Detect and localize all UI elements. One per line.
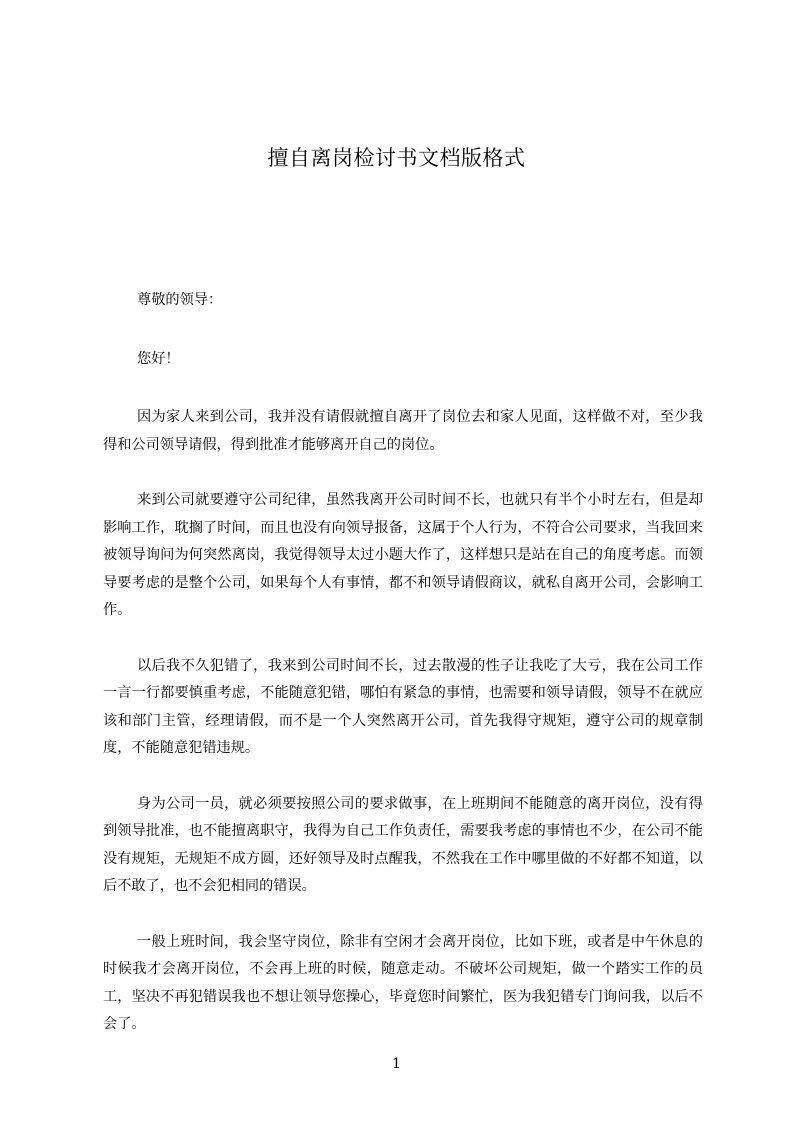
page-number: 1 — [392, 1056, 401, 1072]
greeting: 您好！ — [137, 350, 180, 367]
paragraph-5: 一般上班时间，我会坚守岗位，除非有空闲才会离开岗位，比如下班，或者是中午休息的时候我才会离开岗位，不会再上班的时候，随意走动。不破坏公司规矩，做一个踏实工作的员工，坚决不再犯错误我也不想让领导您操心，毕竟您时间繁忙，医为我犯错专门询问我，以后不会了。 — [103, 933, 703, 1032]
salutation: 尊敬的领导： — [137, 292, 223, 308]
document-body — [103, 287, 703, 1067]
paragraph-2: 来到公司就要遵守公司纪律，虽然我离开公司时间不长，也就只有半个小时左右，但是却影响工作，耽搁了时间，而且也没有向领导报备，这属于个人行为，不符合公司要求，当我回来被领导询问为何突然离岗，我觉得领导太过小题大作了，这样想只是站在自己的角度考虑。而领导要考虑的是整个公司，如果每个人有事情，都不和领导请假商议，就私自离开公司，会影响工作。 — [103, 492, 703, 618]
paragraph-3: 以后我不久犯错了，我来到公司时间不长，过去散漫的性子让我吃了大亏，我在公司工作一言一行都要慎重考虑，不能随意犯错，哪怕有紧急的事情，也需要和领导请假，领导不在就应该和部门主管，经理请假，而不是一个人突然离开公司，首先我得守规矩，遵守公司的规章制度，不能随意犯错违规。 — [103, 657, 703, 756]
document-title: 擅自离岗检讨书文档版格式 — [267, 146, 526, 170]
paragraph-4: 身为公司一员，就必须要按照公司的要求做事，在上班期间不能随意的离开岗位，没有得到领导批准，也不能擅离职守，我得为自己工作负责任，需要我考虑的事情也不少，在公司不能没有规矩，无规矩不成方圆，还好领导及时点醒我，不然我在工作中哪里做的不好都不知道，以后不敢了，也不会犯相同的错误。 — [103, 795, 703, 894]
paragraph-1: 因为家人来到公司，我并没有请假就擅自离开了岗位去和家人见面，这样做不对，至少我得和公司领导请假，得到批准才能够离开自己的岗位。 — [103, 409, 703, 453]
